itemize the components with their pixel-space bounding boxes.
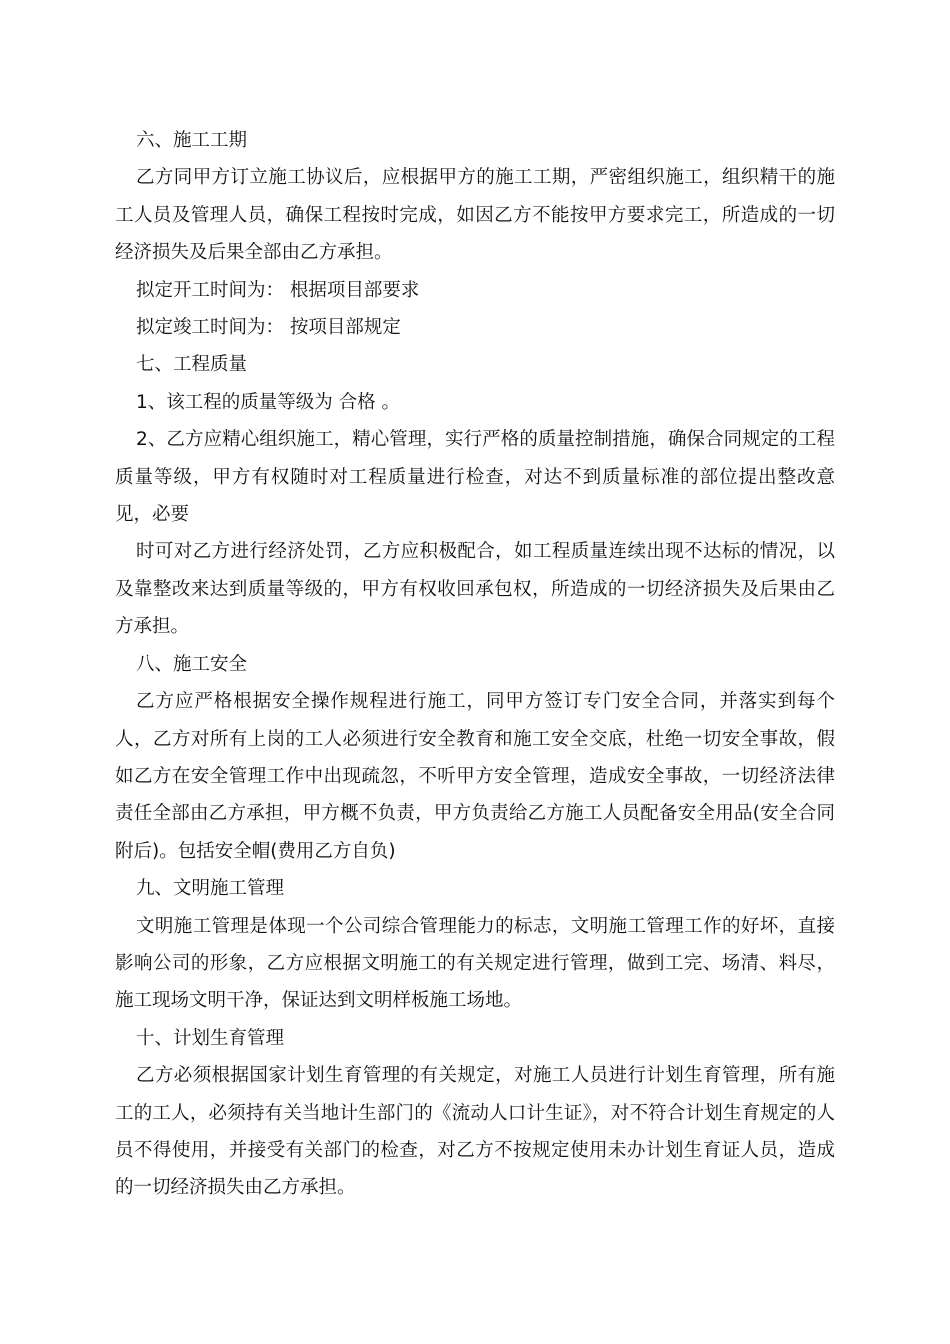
quality-item-2-continued: 时可对乙方进行经济处罚，乙方应积极配合，如工程质量连续出现不达标的情况，以及靠整改来达到质量等级的，甲方有权收回承包权，所造成的一切经济损失及后果由乙方承担。 — [115, 541, 835, 638]
paragraph-civilized-construction: 文明施工管理是体现一个公司综合管理能力的标志，文明施工管理工作的好坏，直接影响公司的形象，乙方应根据文明施工的有关规定进行管理，做到工完、场清、料尽，施工现场文明干净，保证达到文明样板施工场地。 — [115, 915, 835, 1012]
planned-completion-date-line: 拟定竣工时间为： 按项目部规定 — [136, 317, 401, 339]
section-heading-civilized-construction: 九、文明施工管理 — [136, 878, 285, 900]
section-heading-safety: 八、施工安全 — [136, 653, 248, 675]
quality-item-2: 2、乙方应精心组织施工，精心管理，实行严格的质量控制措施，确保合同规定的工程质量等级，甲方有权随时对工程质量进行检查，对达不到质量标准的部位提出整改意见，必要 — [115, 429, 835, 526]
section-heading-family-planning: 十、计划生育管理 — [136, 1027, 285, 1049]
quality-item-1: 1、该工程的质量等级为 合格 。 — [136, 391, 401, 413]
paragraph-safety: 乙方应严格根据安全操作规程进行施工，同甲方签订专门安全合同，并落实到每个人，乙方对所有上岗的工人必须进行安全教育和施工安全交底，杜绝一切安全事故，假如乙方在安全管理工作中出现疏忽，不听甲方安全管理，造成安全事故，一切经济法律责任全部由乙方承担，甲方概不负责，甲方负责给乙方施工人员配备安全用品(安全合同附后)。包括安全帽(费用乙方自负) — [115, 691, 835, 862]
section-heading-quality: 七、工程质量 — [136, 354, 248, 376]
section-heading-construction-period: 六、施工工期 — [136, 130, 248, 151]
planned-start-date-line: 拟定开工时间为： 根据项目部要求 — [136, 279, 420, 301]
document-body — [115, 122, 835, 1207]
paragraph-family-planning: 乙方必须根据国家计划生育管理的有关规定，对施工人员进行计划生育管理，所有施工的工人，必须持有关当地计生部门的《流动人口计生证》，对不符合计划生育规定的人员不得使用，并接受有关部门的检查，对乙方不按规定使用未办计划生育证人员，造成的一切经济损失由乙方承担。 — [115, 1065, 835, 1199]
paragraph-construction-period: 乙方同甲方订立施工协议后，应根据甲方的施工工期，严密组织施工，组织精干的施工人员及管理人员，确保工程按时完成，如因乙方不能按甲方要求完工，所造成的一切经济损失及后果全部由乙方承担。 — [115, 167, 835, 264]
